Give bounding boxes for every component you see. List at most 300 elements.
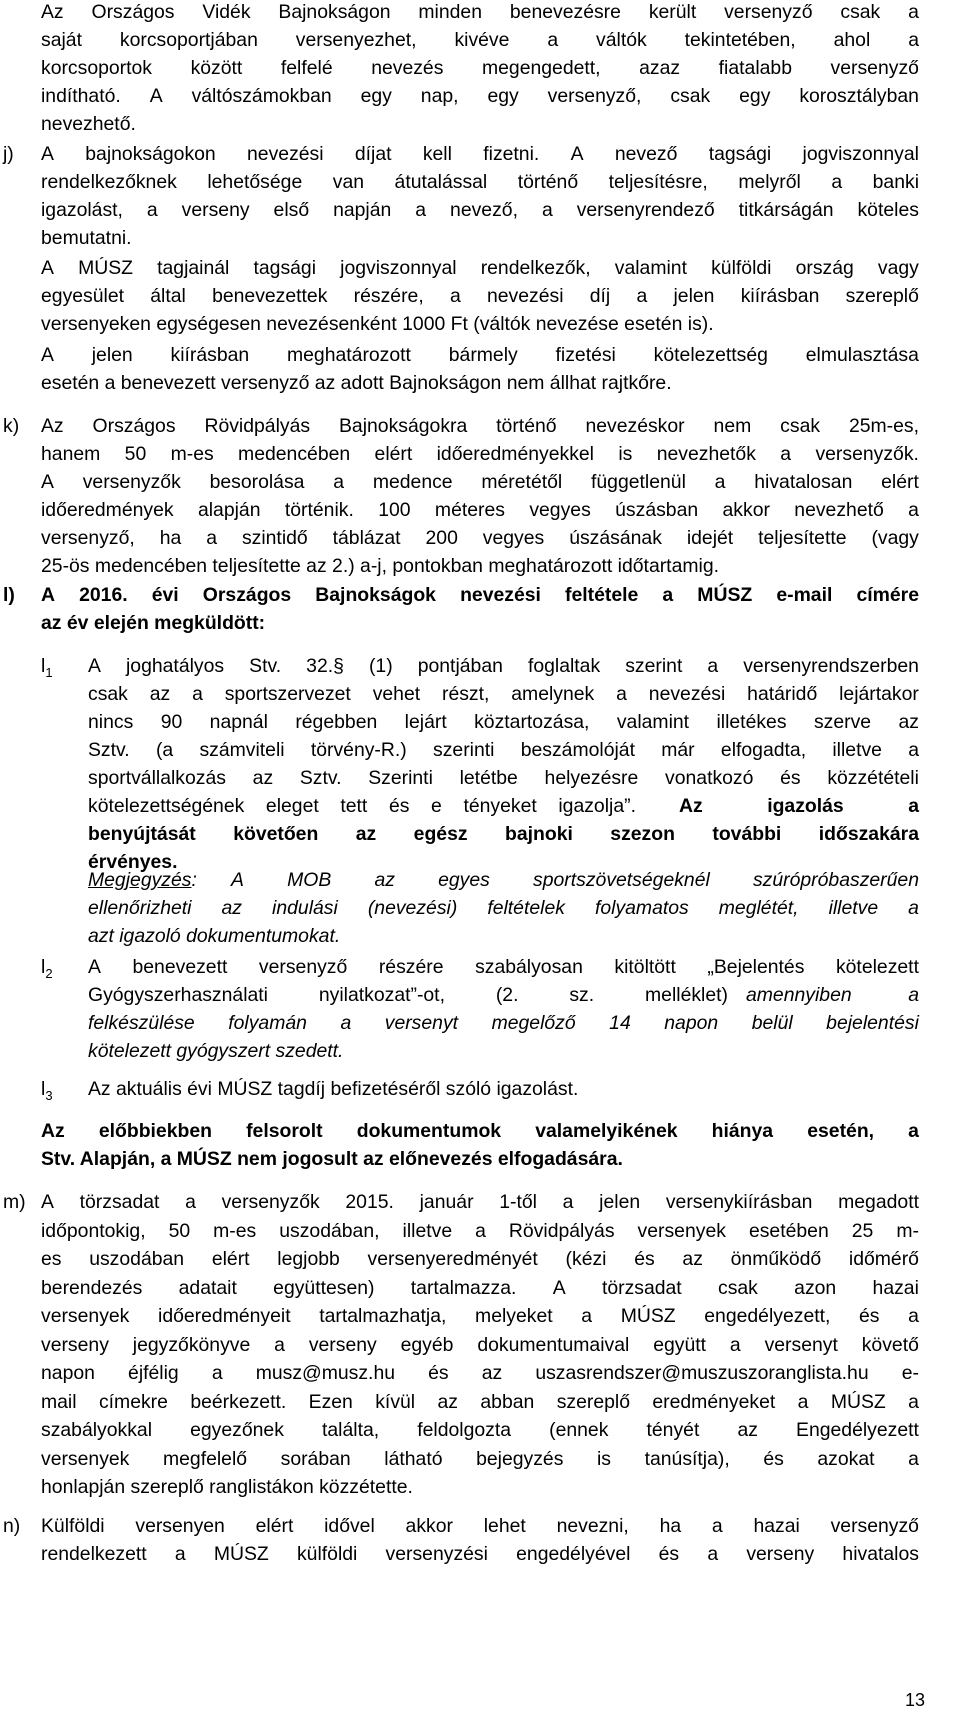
word: szereplő <box>556 1390 630 1413</box>
word: versenyrendező <box>576 199 715 221</box>
word: ahol <box>833 29 871 51</box>
justified-line <box>88 652 919 680</box>
word: köztartozása, <box>474 711 590 733</box>
word: a <box>908 1305 919 1327</box>
word: meglétét, <box>718 897 799 919</box>
word: verseny <box>308 1333 377 1356</box>
word: Gyógyszerhasználati <box>88 984 268 1006</box>
word: hazai <box>872 1276 919 1299</box>
word: elért <box>881 471 919 493</box>
justified-line <box>88 792 919 820</box>
word: lejártakor <box>839 683 919 705</box>
justified-line <box>41 254 919 282</box>
word: fizetni. <box>483 143 540 165</box>
word: került <box>648 1 697 23</box>
word: 50 <box>124 443 147 465</box>
word: a <box>714 471 726 493</box>
word: méteres <box>434 499 505 521</box>
word: jogviszonnyal <box>340 257 457 279</box>
word: medence <box>372 471 453 493</box>
word: Országos <box>91 1 175 23</box>
justified-line <box>41 1245 919 1274</box>
word: valamint <box>616 711 690 733</box>
word: hiánya <box>711 1120 774 1142</box>
word: 25 <box>851 1219 874 1242</box>
word: rendelkezők, <box>480 257 591 279</box>
word: kivéve <box>454 29 510 51</box>
word: adatait <box>178 1276 237 1299</box>
word: korcsoportok <box>41 57 153 79</box>
word: Sztv. <box>88 739 130 761</box>
word: már <box>661 739 695 761</box>
word: napon <box>41 1362 95 1384</box>
word: nevezhető <box>794 499 884 521</box>
word: igazolás <box>767 795 844 817</box>
word: egyezőnek <box>190 1419 284 1441</box>
word: pontjában <box>417 655 503 677</box>
word: jogviszonnyal <box>802 143 919 165</box>
word: határidő <box>747 683 818 705</box>
word: a <box>908 795 919 817</box>
sub-item-letter: l <box>41 956 46 978</box>
word: uszasrendszer@muszuszoranglista.hu <box>535 1362 869 1384</box>
word: további <box>712 823 782 845</box>
word: nevező <box>614 143 678 165</box>
word: igazolást, <box>41 199 123 221</box>
word: A <box>41 584 56 606</box>
word: helyezésre <box>544 767 639 789</box>
word: banki <box>872 171 919 193</box>
word: történik. <box>284 499 354 521</box>
item-j-paragraph <box>41 140 919 252</box>
sub-item-label-l3 <box>41 1075 53 1110</box>
word-group <box>88 792 636 820</box>
word: tartalmazza. <box>410 1276 517 1299</box>
word: joghatályos <box>125 655 225 677</box>
word: az <box>149 683 171 705</box>
word: versenyző, <box>41 527 135 549</box>
word: mail <box>41 1390 77 1413</box>
word: törzsadat <box>79 1191 160 1213</box>
word: sportszervezet <box>224 683 351 705</box>
word: egy <box>739 85 771 107</box>
word: nevezési <box>648 683 726 705</box>
word: szúrópróbaszerűen <box>752 869 919 891</box>
word: időmérő <box>848 1248 919 1270</box>
word: legjobb <box>277 1248 340 1270</box>
word: által <box>150 285 186 307</box>
word: felsorolt <box>246 1120 323 1142</box>
word: a <box>711 1515 723 1537</box>
sub-item-index: 1 <box>45 664 53 680</box>
word: 100 <box>378 499 411 521</box>
word: amennyiben <box>746 984 852 1006</box>
word: MÚSZ <box>697 584 753 606</box>
word: abban <box>480 1390 535 1413</box>
word: nevezési <box>486 285 564 307</box>
paragraph-last-line: honlapján szereplő ranglistákon közzétette. <box>41 1476 413 1498</box>
word: hivatalosan <box>754 471 853 493</box>
word: m-es <box>213 1219 257 1242</box>
word: Rövidpályás <box>204 415 311 437</box>
justified-line <box>41 1302 919 1331</box>
word: ha <box>159 527 182 549</box>
word: versenyző <box>724 1 813 23</box>
word: időszakára <box>818 823 919 845</box>
word: beszámolóját <box>520 739 635 761</box>
word: A <box>41 344 54 366</box>
word: engedélyezett, <box>704 1305 831 1327</box>
word: szerinti <box>433 739 495 761</box>
word: benevezett <box>132 956 228 978</box>
word: korosztályban <box>799 85 919 107</box>
word: A <box>231 869 244 891</box>
word: egyes <box>438 869 490 891</box>
word: csak <box>840 1 881 23</box>
word: versenyzők <box>82 471 181 493</box>
item-l-closing <box>41 1117 919 1173</box>
word: szereplő <box>845 285 919 307</box>
word: foglaltak <box>527 655 601 677</box>
word: versenyen <box>135 1515 225 1537</box>
word: szintidő <box>241 527 308 549</box>
word: akkor <box>722 499 770 521</box>
word: történő <box>517 171 579 193</box>
word: bejelentési <box>826 1012 919 1034</box>
word: úszásának <box>569 527 662 549</box>
word: illetve <box>832 739 882 761</box>
word: nem <box>713 415 752 437</box>
word: 25m-es, <box>848 415 919 437</box>
justified-line <box>41 341 919 369</box>
word: verseny <box>181 199 250 221</box>
word: az <box>898 711 919 733</box>
word: melléklet) <box>645 984 728 1006</box>
word: versenyzők. <box>815 443 919 465</box>
word: melyeket <box>475 1305 553 1327</box>
justified-line <box>41 1274 919 1303</box>
word: tényét <box>646 1419 700 1441</box>
item-label-l: l) <box>3 584 15 606</box>
word: vegyes <box>482 527 545 549</box>
word: időeredményeit <box>158 1305 291 1327</box>
word: átutalással <box>394 171 488 193</box>
word: korcsoportjában <box>119 29 258 51</box>
paragraph-last-line: nevezhető. <box>41 113 136 135</box>
word: a <box>908 897 919 919</box>
word: tagsági <box>708 143 772 165</box>
word: lehet <box>483 1515 526 1537</box>
word: nevezés <box>371 57 444 79</box>
word: január <box>419 1191 474 1213</box>
justified-line <box>88 680 919 708</box>
word: versenyzők <box>221 1191 320 1213</box>
word: a <box>707 1543 719 1565</box>
word: eredményeket <box>652 1390 776 1413</box>
word: A <box>41 1191 54 1213</box>
item-label-k: k) <box>3 415 20 437</box>
word: együttesen) <box>273 1276 375 1299</box>
word: nyilatkozat”-ot, <box>318 984 445 1006</box>
word: tanúsítja), <box>644 1447 730 1470</box>
word: Az <box>41 1120 65 1142</box>
word: belül <box>751 1012 793 1034</box>
word: A <box>88 956 101 978</box>
justified-line <box>41 82 919 110</box>
word: a <box>547 29 559 51</box>
word: elért <box>374 443 413 465</box>
word: kell <box>422 143 452 165</box>
justified-line <box>41 1217 919 1246</box>
word: előbbiekben <box>98 1120 212 1142</box>
word: akkor <box>405 1515 453 1537</box>
paragraph-last-line: kötelezett gyógyszert szedett. <box>88 1040 344 1062</box>
word: megfelelő <box>162 1447 248 1470</box>
word: beérkezett. <box>190 1390 287 1413</box>
justified-line <box>41 1512 919 1540</box>
word: Rövidpályás <box>508 1219 615 1242</box>
word: a <box>797 1390 809 1413</box>
word: a <box>908 1120 919 1142</box>
word: 1-től <box>499 1191 537 1213</box>
word: e <box>431 795 442 817</box>
word: jelen <box>599 1191 641 1213</box>
word: a <box>662 584 674 606</box>
word: rendelkezőknek <box>41 171 177 193</box>
word: a <box>206 527 218 549</box>
word: dokumentumaival <box>477 1333 630 1356</box>
sub-item-index: 2 <box>45 965 53 981</box>
word: A <box>570 143 584 165</box>
word: a <box>616 683 627 705</box>
justified-line <box>41 1388 919 1417</box>
word: a <box>415 199 427 221</box>
word: tényeket <box>463 795 537 817</box>
word: MOB <box>287 869 332 891</box>
word: sportvállalkozás <box>88 767 226 789</box>
word: is <box>618 443 633 465</box>
word-group-italic <box>746 981 919 1009</box>
word: csak <box>780 415 821 437</box>
word: 90 <box>160 711 183 733</box>
word: szabályokkal <box>41 1419 153 1441</box>
word: váltószámokban <box>191 85 332 107</box>
word: a <box>274 1333 285 1356</box>
justified-line <box>41 1445 919 1474</box>
word: egész <box>413 823 468 845</box>
word: napján <box>333 199 392 221</box>
sub-item-label-l2 <box>41 953 53 988</box>
word: Országos <box>92 415 176 437</box>
word: időeredmények <box>41 499 174 521</box>
justified-line <box>88 708 919 736</box>
word: musz@musz.hu <box>255 1362 396 1384</box>
word: hivatalos <box>842 1543 919 1565</box>
word: Stv. <box>249 655 282 677</box>
word: azokat <box>817 1447 875 1470</box>
word: azon <box>794 1276 837 1299</box>
word: indítható. <box>41 85 121 107</box>
word: a <box>831 171 843 193</box>
word: Bajnokságon <box>278 1 391 23</box>
word: versenyt <box>764 1333 838 1356</box>
word: tett <box>340 795 368 817</box>
word: jelen <box>91 344 133 366</box>
word: A <box>41 471 54 493</box>
word: ország <box>795 257 854 279</box>
word: feltételek <box>487 897 565 919</box>
word: azaz <box>639 57 681 79</box>
word: Külföldi <box>41 1515 105 1537</box>
paragraph-last-line: versenyeken egységesen nevezésenként 1000 Ft (váltók nevezése esetén is). <box>41 313 714 335</box>
word: a <box>908 29 919 51</box>
word: úszásban <box>615 499 699 521</box>
justified-line <box>88 953 919 981</box>
word: közzétételi <box>827 767 919 789</box>
item-label-n: n) <box>3 1515 21 1537</box>
word: egy <box>360 85 392 107</box>
sub-item-index: 3 <box>45 1087 53 1103</box>
word: a <box>908 1 919 23</box>
word: (1) <box>368 655 393 677</box>
word: tekintetében, <box>684 29 796 51</box>
word: 2016. <box>79 584 128 606</box>
word: rendelkezett <box>41 1543 147 1565</box>
justified-line <box>41 1117 919 1145</box>
word: sportszövetségeknél <box>533 869 710 891</box>
word: hazai <box>753 1515 800 1537</box>
word: az <box>221 897 242 919</box>
justified-line <box>88 1009 919 1037</box>
word: váltók <box>596 29 647 51</box>
word: szabályosan <box>475 956 583 978</box>
word: 200 <box>425 527 458 549</box>
word: 50 <box>168 1219 191 1242</box>
word: egyéb <box>400 1333 454 1356</box>
word: benevezésre <box>509 1 621 23</box>
word: a <box>707 655 719 677</box>
justified-line <box>88 736 919 764</box>
word: Az <box>679 795 703 817</box>
word: meghatározott <box>286 344 411 366</box>
word: kötelezett <box>835 956 919 978</box>
justified-line <box>41 282 919 310</box>
word: versenyeredményét <box>367 1248 538 1270</box>
justified-line <box>41 168 919 196</box>
justified-line <box>41 26 919 54</box>
word: versenyek <box>41 1305 130 1327</box>
word: benyújtását <box>88 823 196 845</box>
item-label-m: m) <box>3 1191 26 1213</box>
word: MÚSZ <box>213 1543 269 1565</box>
paragraph-last-line: 25-ös medencében teljesítette az 2.) a-j, pontokban meghatározott időtartamig. <box>41 555 719 577</box>
word: egy <box>487 85 519 107</box>
word: éjfélig <box>128 1362 179 1384</box>
word: berendezés <box>41 1276 143 1299</box>
word: a <box>729 1333 741 1356</box>
word: elért <box>255 1515 294 1537</box>
sub-item-letter: l <box>41 1078 46 1100</box>
word: versenyezhet, <box>295 29 417 51</box>
item-l2-paragraph <box>88 953 919 1065</box>
word: (kézi <box>565 1248 607 1270</box>
word: az <box>682 1248 703 1270</box>
word: a <box>340 1012 352 1034</box>
word: versenyek <box>637 1219 726 1242</box>
justified-line <box>88 894 919 922</box>
item-n-paragraph <box>41 1512 919 1568</box>
word: esetén, <box>807 1120 875 1142</box>
word: teljesítésre, <box>608 171 708 193</box>
word: (2. <box>495 984 519 1006</box>
word: elmulasztása <box>805 344 919 366</box>
item-j-penalty-paragraph <box>41 341 919 397</box>
word: folyamán <box>228 1012 307 1034</box>
word-group-bold <box>679 792 919 820</box>
word: megadott <box>838 1191 919 1213</box>
word: a <box>174 1543 186 1565</box>
page-number: 13 <box>905 1690 926 1710</box>
word: valamint <box>614 257 687 279</box>
word: részére <box>378 956 444 978</box>
word-group <box>231 866 919 894</box>
word: vonatkozó <box>665 767 754 789</box>
word: törvény-R.) <box>310 739 407 761</box>
word: MÚSZ <box>620 1305 676 1327</box>
word: a <box>636 285 648 307</box>
justified-line <box>41 468 919 496</box>
justified-line <box>41 196 919 224</box>
word: tagsági <box>253 257 317 279</box>
word: A <box>41 257 54 279</box>
word: versenyek <box>41 1447 130 1470</box>
word: és <box>634 1248 655 1270</box>
justified-line <box>88 981 919 1009</box>
item-k-paragraph <box>41 412 919 580</box>
word: nevezni, <box>556 1515 629 1537</box>
word: A <box>88 655 101 677</box>
word: idővel <box>324 1515 375 1537</box>
word: a <box>581 1305 593 1327</box>
word: folyamatos <box>594 897 689 919</box>
word: a <box>211 1362 223 1384</box>
word: sorában <box>280 1447 351 1470</box>
word: egyesület <box>41 285 125 307</box>
word: címekre <box>98 1390 168 1413</box>
word: versenykiírásban <box>665 1191 813 1213</box>
word: nap, <box>420 85 459 107</box>
note-label-text: Megjegyzés <box>88 869 192 891</box>
word: lehetősége <box>207 171 303 193</box>
word: és <box>388 795 410 817</box>
word: tagjainál <box>157 257 230 279</box>
word: találta, <box>322 1419 380 1441</box>
item-l1-paragraph <box>88 652 919 876</box>
word: évi <box>151 584 179 606</box>
word: a <box>908 499 919 521</box>
word: (ennek <box>549 1419 609 1441</box>
word: (vagy <box>871 527 919 549</box>
word: dokumentumok <box>356 1120 502 1142</box>
word: időeredményekkel <box>436 443 594 465</box>
word: a <box>908 739 919 761</box>
word: kiírásban <box>170 344 250 366</box>
word: MÚSZ <box>830 1390 886 1413</box>
paragraph-last-line: Stv. Alapján, a MÚSZ nem jogosult az előnevezés elfogadására. <box>41 1148 623 1170</box>
word: bejegyzés <box>476 1447 564 1470</box>
word: melyről <box>738 171 801 193</box>
word: eleget <box>265 795 319 817</box>
